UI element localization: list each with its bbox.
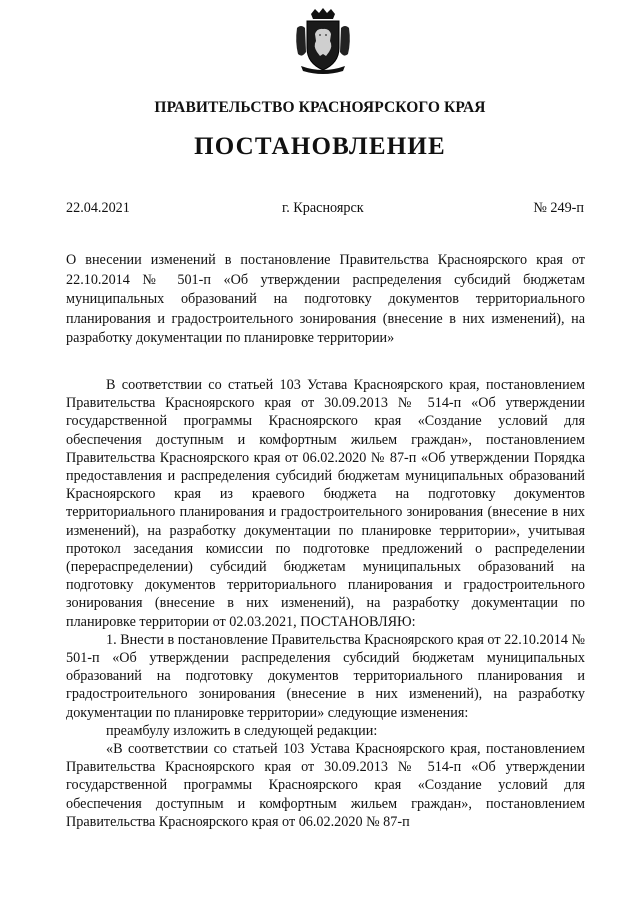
document-type-title: ПОСТАНОВЛЕНИЕ [194,133,446,160]
item-1-paragraph: 1. Внести в постановление Правительства Красноярского края от 22.10.2014 № 501-п «Об утверждении распределения субсидий бюджетам муниципальных образований на подготовку документов территориального планирования и градостроительного зонирования (внесение в них изменений), на разработку документации по планировке территории» следующие изменения: [66,631,586,721]
item-1-sub-paragraph: преамбулу изложить в следующей редакции: [106,722,378,739]
document-city: г. Красноярск [282,200,364,216]
government-title: ПРАВИТЕЛЬСТВО КРАСНОЯРСКОГО КРАЯ [154,99,486,116]
document-meta-row [66,200,584,220]
preamble-paragraph: В соответствии со статьей 103 Устава Красноярского края, постановлением Правительства Красноярского края от 30.09.2013 № 514-п «Об утверждении государственной программы Красноярского края «Создание условий для обеспечения доступным и комфортным жильем граждан», постановлением Правительства Красноярского края от 06.02.2020 № 87-п «Об утверждении Порядка предоставления и распределения субсидий бюджетам муниципальных образований Красноярского края из краевого бюджета на подготовку документов территориального планирования и градостроительного зонирования (внесение в них изменений), на разработку документации по планировке территории», учитывая протокол заседания комиссии по подготовке предложений о распределении (перераспределении) субсидий бюджетам муниципальных образований на подготовку документов территориального планирования и градостроительного зонирования (внесение в них изменений), на разработку документации по планировке территории от 02.03.2021, ПОСТАНОВЛЯЮ: [66,377,585,630]
document-subject: О внесении изменений в постановление Правительства Красноярского края от 22.10.2014 № 501-п «Об утверждении распределения субсидий бюджетам муниципальных образований на подготовку документов территориального планирования и градостроительного зонирования (внесение в них изменений), на разработку документации по планировке территории» [66,252,585,347]
quoted-preamble-paragraph: «В соответствии со статьей 103 Устава Красноярского края, постановлением Правительства Красноярского края от 30.09.2013 № 514-п «Об утверждении государственной программы Красноярского края «Создание условий для обеспечения доступным и комфортным жильем граждан», постановлением Правительства Красноярского края от 06.02.2020 № 87-п [66,741,585,830]
document-number: № 249-п [533,200,584,216]
document-body [66,376,585,831]
document-date: 22.04.2021 [66,200,130,216]
coat-of-arms-icon [293,8,353,74]
